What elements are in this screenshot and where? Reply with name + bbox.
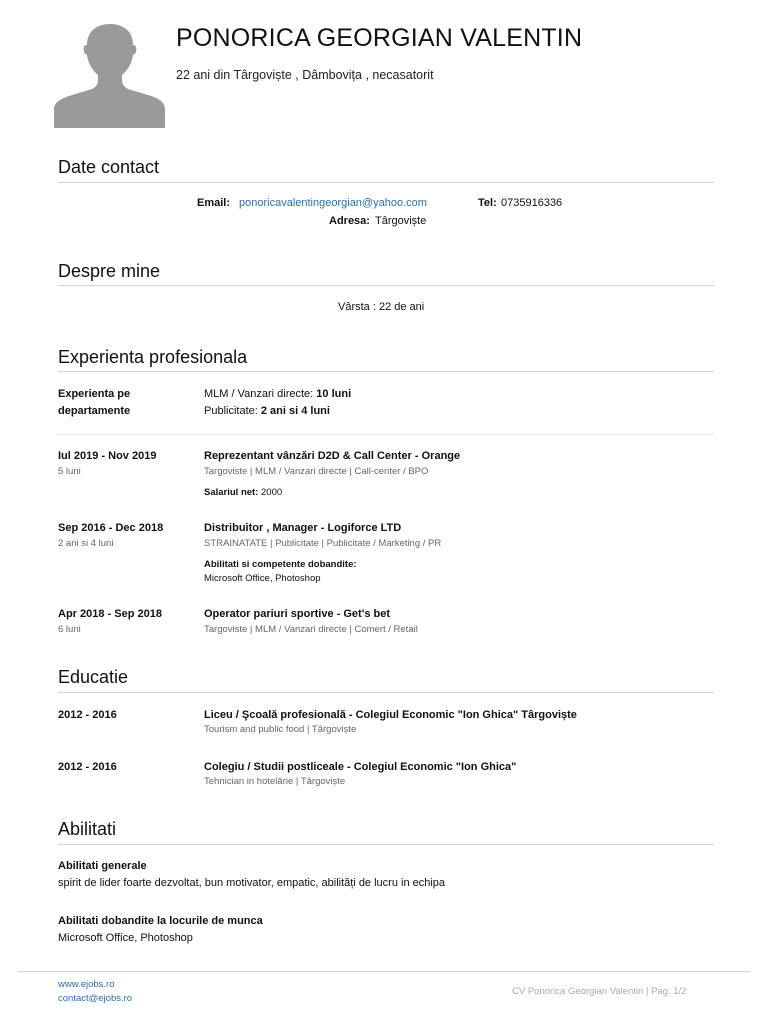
address-label: Adresa: bbox=[329, 215, 370, 227]
section-divider bbox=[58, 692, 714, 693]
section-title-about: Despre mine bbox=[58, 261, 161, 281]
footer-divider bbox=[18, 971, 750, 972]
job-salary bbox=[204, 487, 282, 498]
dept-heading-line2: departamente bbox=[58, 405, 131, 417]
job-duration: 5 luni bbox=[58, 466, 81, 477]
job-title: Distribuitor , Manager - Logiforce LTD bbox=[204, 522, 402, 534]
skills-acquired-value: Microsoft Office, Photoshop bbox=[204, 573, 321, 584]
dept-item-value: 2 ani si 4 luni bbox=[260, 405, 330, 417]
education-period: 2012 - 2016 bbox=[58, 709, 117, 721]
education-title: Liceu / Şcoală profesională - Colegiul Economic "Ion Ghica" Târgoviște bbox=[204, 709, 577, 721]
dept-item bbox=[204, 388, 351, 400]
avatar bbox=[54, 23, 165, 128]
candidate-subtitle: 22 ani din Târgoviște , Dâmbovița , necasatorit bbox=[176, 68, 434, 82]
salary-label: Salariul net: bbox=[204, 487, 259, 498]
general-skills-value: spirit de lider foarte dezvoltat, bun motivator, empatic, abilități de lucru in echipa bbox=[58, 877, 446, 889]
education-meta: Tourism and public food | Târgoviște bbox=[204, 724, 357, 735]
dept-item bbox=[204, 405, 330, 417]
dept-item-label: Publicitate: bbox=[204, 405, 258, 417]
dept-heading-line1: Experienta pe bbox=[58, 388, 131, 400]
email-link[interactable]: ponoricavalentingeorgian@yahoo.com bbox=[239, 197, 427, 209]
tel-value: 0735916336 bbox=[501, 197, 563, 209]
job-duration: 6 luni bbox=[58, 624, 81, 635]
work-skills-value: Microsoft Office, Photoshop bbox=[58, 932, 193, 944]
education-meta: Tehnician in hotelărie | Târgoviște bbox=[204, 776, 346, 787]
section-divider bbox=[58, 371, 714, 372]
education-title: Colegiu / Studii postliceale - Colegiul Economic "Ion Ghica" bbox=[204, 761, 517, 773]
section-title-education: Educatie bbox=[58, 667, 129, 687]
footer-email-link[interactable]: contact@ejobs.ro bbox=[58, 993, 133, 1004]
job-duration: 2 ani si 4 luni bbox=[58, 538, 114, 549]
salary-value: 2000 bbox=[261, 487, 283, 498]
job-period: Apr 2018 - Sep 2018 bbox=[58, 608, 162, 620]
job-period: Iul 2019 - Nov 2019 bbox=[58, 450, 157, 462]
job-meta: Targoviste | MLM / Vanzari directe | Comert / Retail bbox=[204, 624, 418, 635]
section-title-contact: Date contact bbox=[58, 157, 160, 177]
email-label: Email: bbox=[197, 197, 231, 209]
section-title-skills: Abilitati bbox=[58, 819, 117, 839]
section-divider bbox=[58, 285, 714, 286]
job-period: Sep 2016 - Dec 2018 bbox=[58, 522, 164, 534]
section-title-experience: Experienta profesionala bbox=[58, 347, 248, 367]
job-title: Reprezentant vânzări D2D & Call Center - Orange bbox=[204, 450, 461, 462]
address-value: Târgoviște bbox=[375, 215, 427, 227]
age-text: Vârsta : 22 de ani bbox=[338, 301, 425, 313]
general-skills-label: Abilitati generale bbox=[58, 860, 147, 872]
job-meta: Targoviste | MLM / Vanzari directe | Call-center / BPO bbox=[204, 466, 429, 477]
job-title: Operator pariuri sportive - Get's bet bbox=[204, 608, 390, 620]
work-skills-label: Abilitati dobandite la locurile de munca bbox=[58, 915, 263, 927]
section-divider bbox=[58, 182, 714, 183]
tel-label: Tel: bbox=[478, 197, 497, 209]
user-silhouette-icon bbox=[54, 23, 165, 128]
dept-item-label: MLM / Vanzari directe: bbox=[204, 388, 314, 400]
row-divider bbox=[58, 434, 714, 435]
education-period: 2012 - 2016 bbox=[58, 761, 117, 773]
skills-acquired-label: Abilitati si competente dobandite: bbox=[204, 559, 357, 570]
footer-page-info: CV Ponorica Georgian Valentin | Pag. 1/2 bbox=[512, 986, 687, 997]
footer-site-link[interactable]: www.ejobs.ro bbox=[58, 979, 115, 990]
section-divider bbox=[58, 844, 714, 845]
job-meta: STRAINATATE | Publicitate | Publicitate / Marketing / PR bbox=[204, 538, 442, 549]
candidate-name: PONORICA GEORGIAN VALENTIN bbox=[176, 24, 583, 52]
dept-item-value: 10 luni bbox=[316, 388, 352, 400]
